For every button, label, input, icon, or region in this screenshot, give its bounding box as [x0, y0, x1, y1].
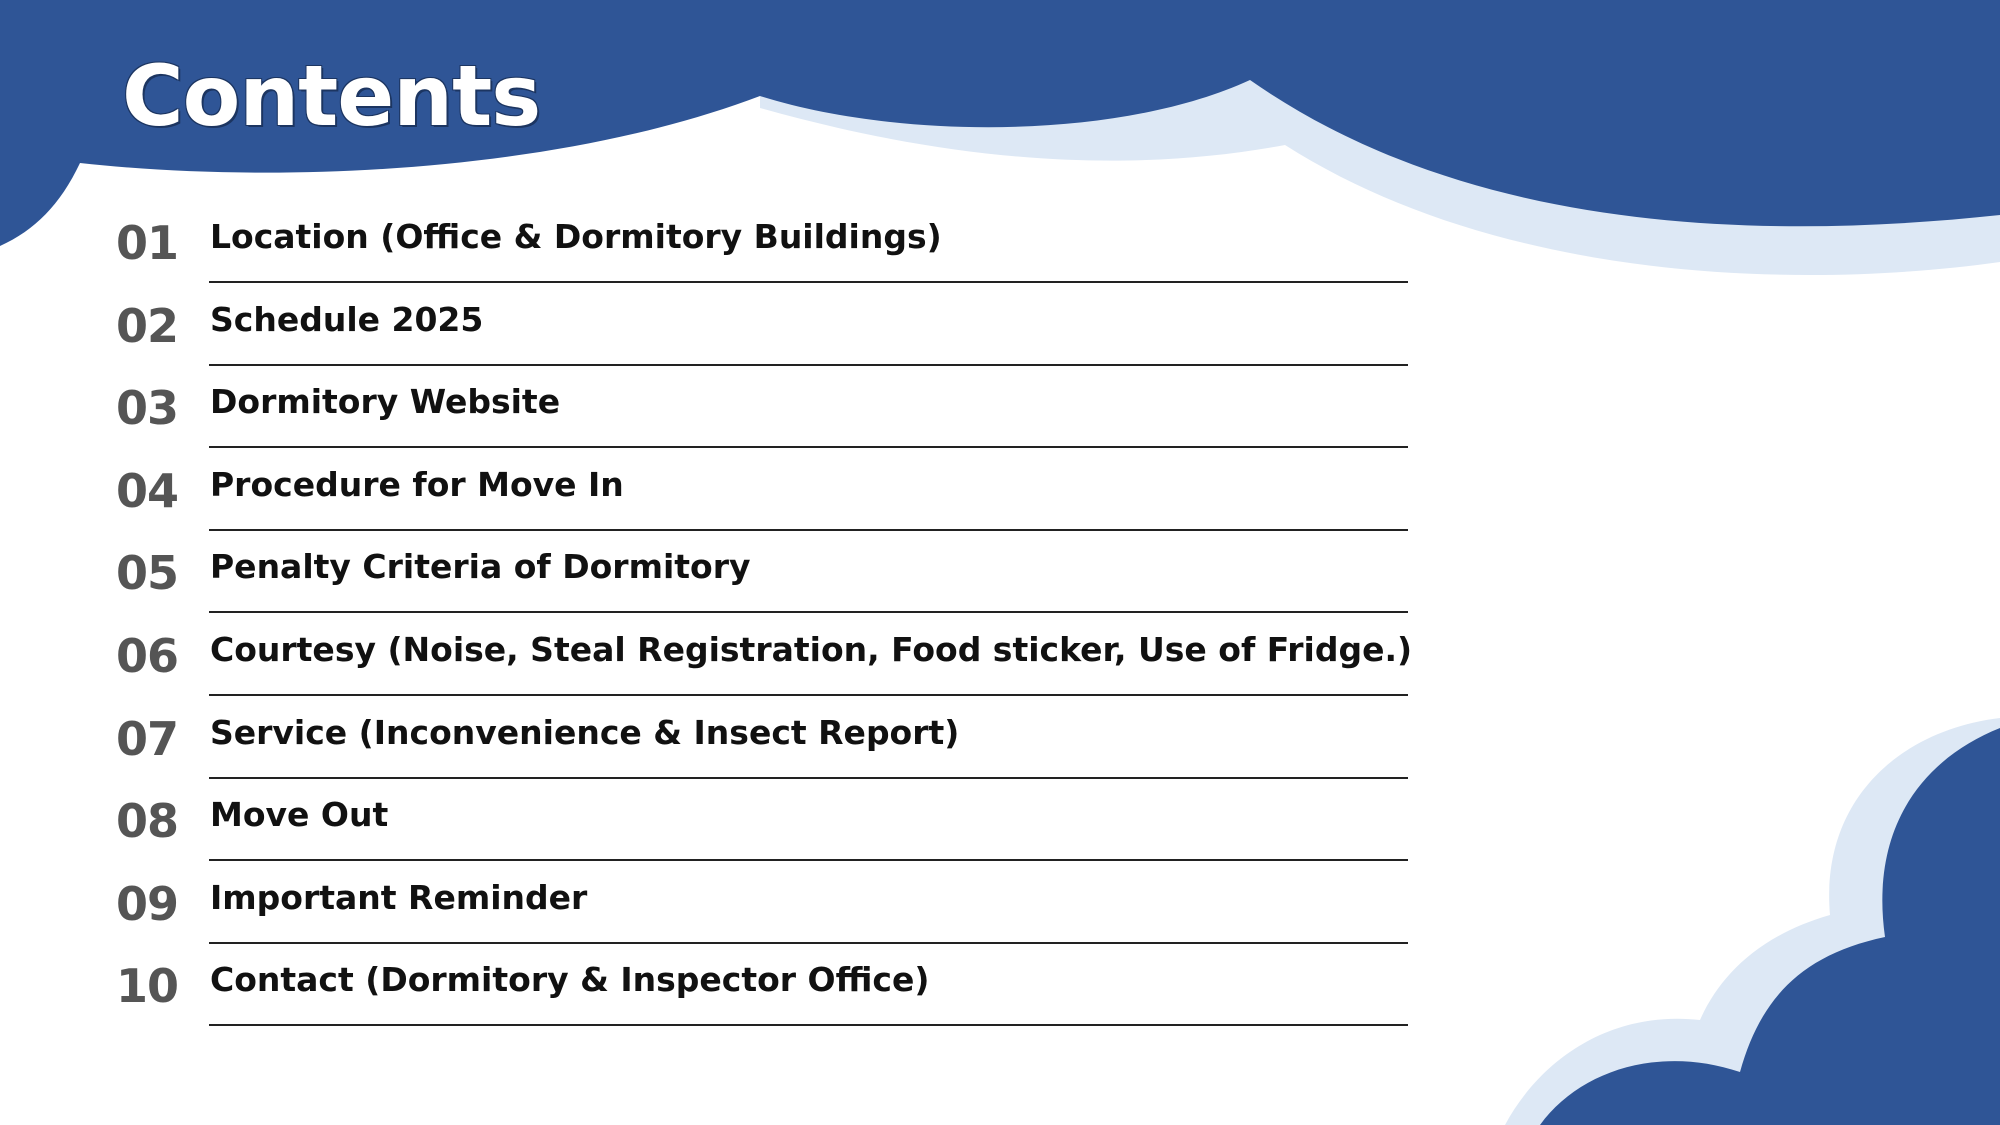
divider [209, 446, 1408, 448]
toc-number: 02 [116, 299, 179, 353]
toc-number: 04 [116, 464, 179, 518]
page-title: Contents [122, 47, 541, 145]
toc-label: Important Reminder [210, 878, 588, 917]
toc-label: Service (Inconvenience & Insect Report) [210, 713, 960, 752]
toc-number: 05 [116, 546, 179, 600]
toc-number: 09 [116, 877, 179, 931]
divider [209, 1024, 1408, 1026]
divider [209, 611, 1408, 613]
toc-item-06[interactable] [0, 614, 1413, 696]
toc-item-07[interactable] [0, 697, 1410, 779]
toc-label: Procedure for Move In [210, 465, 624, 504]
toc-number: 08 [116, 794, 179, 848]
toc-label: Location (Office & Dormitory Buildings) [210, 217, 942, 256]
toc-number: 03 [116, 381, 179, 435]
toc-item-05[interactable] [0, 531, 1410, 613]
toc-label: Penalty Criteria of Dormitory [210, 547, 751, 586]
toc-label: Courtesy (Noise, Steal Registration, Food sticker, Use of Fridge.) [210, 630, 1413, 669]
toc-label: Dormitory Website [210, 382, 561, 421]
toc-number: 01 [116, 216, 179, 270]
toc-item-08[interactable] [0, 779, 1410, 861]
toc-item-04[interactable] [0, 449, 1410, 531]
toc-label: Schedule 2025 [210, 300, 484, 339]
divider [209, 694, 1408, 696]
divider [209, 281, 1408, 283]
toc-label: Contact (Dormitory & Inspector Office) [210, 960, 930, 999]
toc-number: 06 [116, 629, 179, 683]
toc-label: Move Out [210, 795, 389, 834]
toc-number: 07 [116, 712, 179, 766]
toc-item-01[interactable] [0, 201, 1410, 283]
toc-item-02[interactable] [0, 284, 1410, 366]
toc-item-10[interactable] [0, 944, 1410, 1026]
divider [209, 859, 1408, 861]
toc-item-09[interactable] [0, 862, 1410, 944]
toc-number: 10 [116, 959, 179, 1013]
toc-item-03[interactable] [0, 366, 1410, 448]
